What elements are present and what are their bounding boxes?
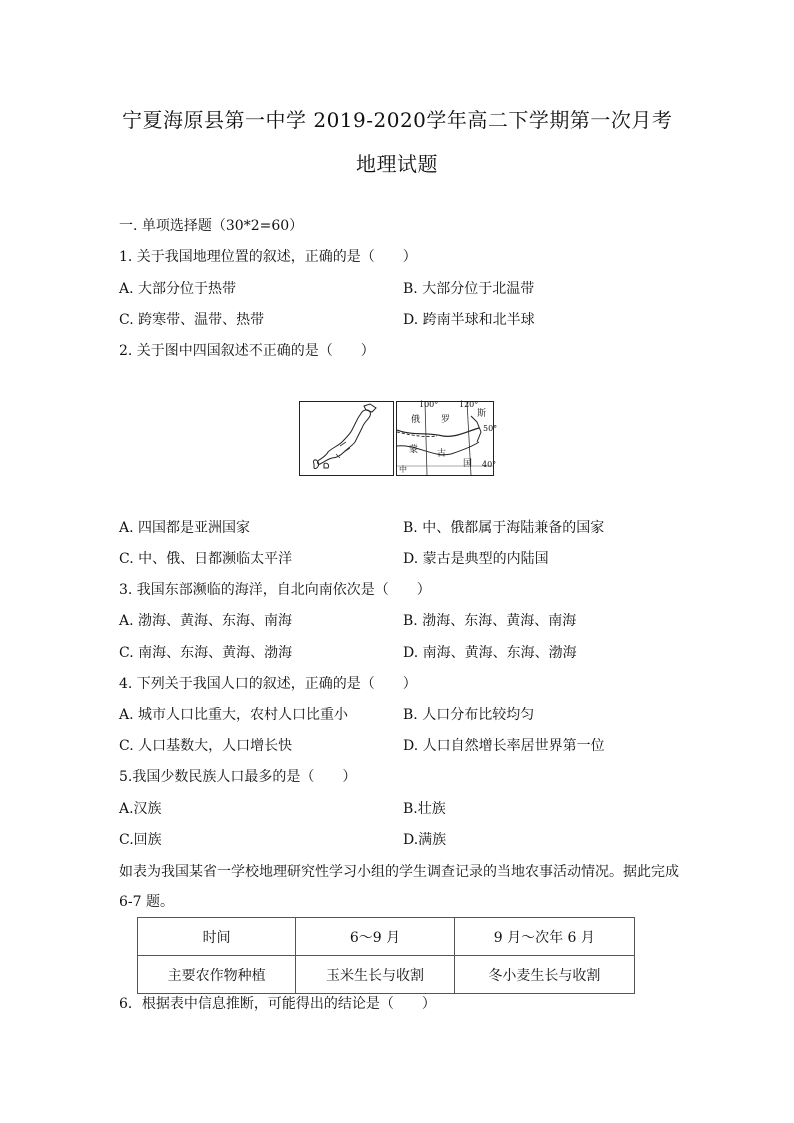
q4-option-a: A. 城市人口比重大，农村人口比重小	[119, 707, 349, 723]
intro-paragraph-line2: 6-7 题。	[119, 894, 174, 910]
q4-option-c: C. 人口基数大，人口增长快	[119, 738, 293, 754]
table-header-cell: 时间	[138, 918, 296, 956]
q1-option-d: D. 跨南半球和北半球	[403, 312, 535, 328]
map-label-lon100: 100°	[419, 400, 439, 409]
q1-option-c: C. 跨寒带、温带、热带	[119, 312, 265, 328]
map-label-zhong: 中	[399, 465, 407, 474]
q3-option-b: B. 渤海、东海、黄海、南海	[403, 613, 577, 629]
q5-option-c: C.回族	[119, 832, 162, 848]
q4-stem: 4. 下列关于我国人口的叙述，正确的是（ ）	[119, 676, 417, 692]
q3-stem: 3. 我国东部濒临的海洋，自北向南依次是（ ）	[119, 582, 431, 598]
table-cell: 玉米生长与收割	[296, 956, 454, 994]
map-label-lat40: 40°	[482, 460, 497, 469]
map-label-si: 斯	[477, 409, 487, 419]
map-label-meng: 蒙	[409, 445, 419, 455]
table-row	[138, 956, 635, 994]
table-cell: 主要农作物种植	[138, 956, 296, 994]
map-label-gu: 古	[437, 449, 447, 459]
q2-option-d: D. 蒙古是典型的内陆国	[403, 551, 549, 567]
map-label-lon120: 120°	[459, 400, 479, 409]
q2-stem: 2. 关于图中四国叙述不正确的是（ ）	[119, 343, 375, 359]
intro-paragraph-line1: 如表为我国某省一学校地理研究性学习小组的学生调查记录的当地农事活动情况。据此完成	[119, 864, 679, 880]
japan-map-image	[300, 402, 393, 475]
doc-title-line1: 宁夏海原县第一中学 2019-2020学年高二下学期第一次月考	[122, 108, 673, 132]
q2-option-b: B. 中、俄都属于海陆兼备的国家	[403, 520, 605, 536]
q2-option-c: C. 中、俄、日都濒临太平洋	[119, 551, 293, 567]
map-label-lat50: 50°	[483, 424, 498, 433]
doc-title-line2: 地理试题	[356, 152, 438, 176]
q5-option-a: A.汉族	[119, 801, 162, 817]
q1-option-b: B. 大部分位于北温带	[403, 281, 535, 297]
map-label-e: 俄	[411, 415, 421, 425]
section-heading: 一. 单项选择题（30*2=60）	[119, 218, 304, 234]
table-cell: 冬小麦生长与收割	[454, 956, 634, 994]
q4-option-d: D. 人口自然增长率居世界第一位	[403, 738, 605, 754]
map-label-guo: 国	[463, 459, 473, 469]
q5-stem: 5.我国少数民族人口最多的是（ ）	[119, 769, 357, 785]
q3-option-c: C. 南海、东海、黄海、渤海	[119, 645, 293, 661]
asia-map-figure	[396, 400, 498, 476]
q3-option-d: D. 南海、黄海、东海、渤海	[403, 645, 577, 661]
farming-table	[137, 917, 635, 994]
table-header-cell: 9 月～次年 6 月	[454, 918, 634, 956]
q5-option-b: B.壮族	[403, 801, 446, 817]
q3-option-a: A. 渤海、黄海、东海、南海	[119, 613, 293, 629]
q5-option-d: D.满族	[403, 832, 447, 848]
map-label-luo: 罗	[441, 415, 451, 425]
q4-option-b: B. 人口分布比较均匀	[403, 707, 535, 723]
q1-option-a: A. 大部分位于热带	[119, 281, 237, 297]
japan-map-figure	[299, 401, 394, 476]
q6-stem: 6．根据表中信息推断，可能得出的结论是（ ）	[119, 996, 436, 1012]
q2-option-a: A. 四国都是亚洲国家	[119, 520, 251, 536]
table-header-row	[138, 918, 635, 956]
q1-stem: 1. 关于我国地理位置的叙述，正确的是（ ）	[119, 249, 417, 265]
table-header-cell: 6～9 月	[296, 918, 454, 956]
